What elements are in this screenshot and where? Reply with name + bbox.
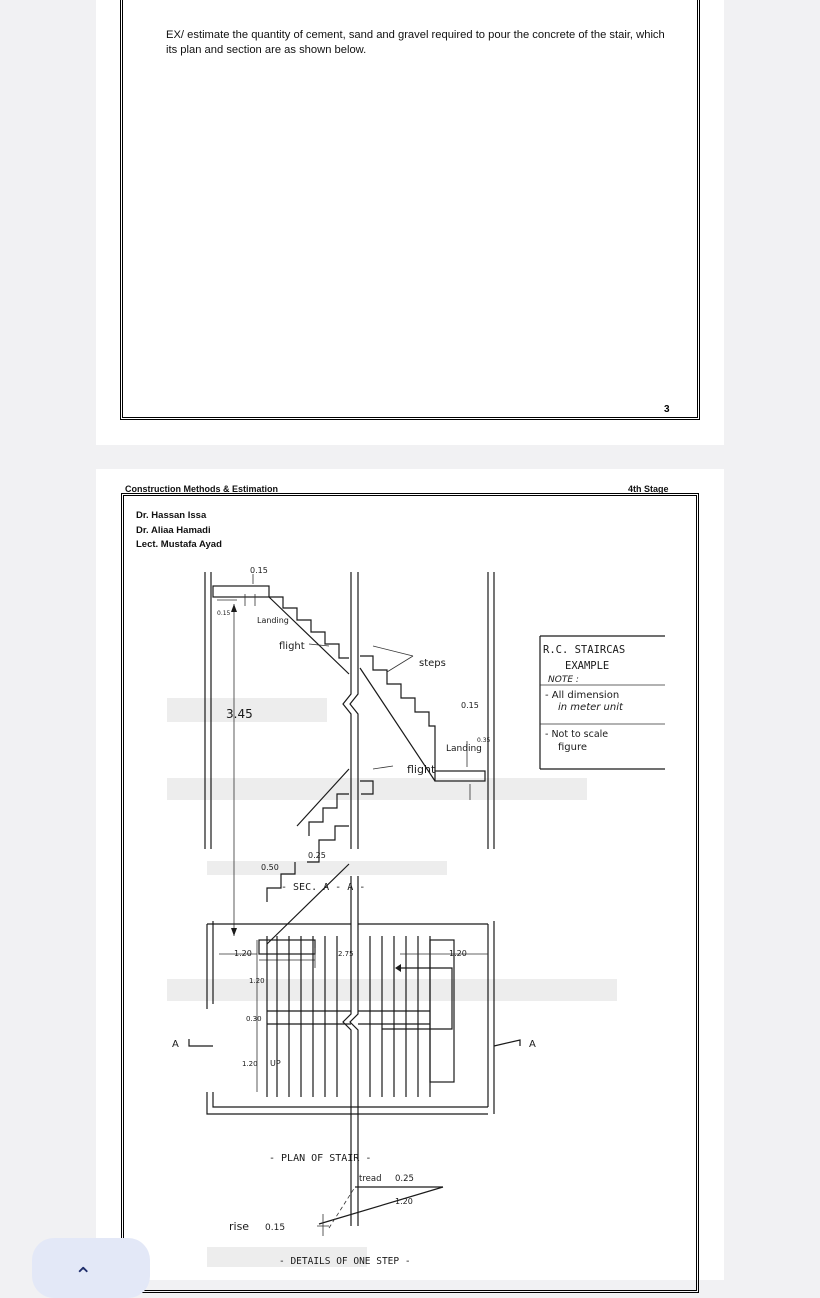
staircase-sketch: [167, 564, 665, 1280]
section-view: [205, 566, 494, 968]
steps-label-arrow: [387, 656, 413, 672]
plan-landing-box: [430, 940, 454, 1082]
notes-box: [540, 636, 665, 769]
plan-center-wall: [343, 876, 351, 1226]
header-stage: 4th Stage: [628, 484, 669, 494]
plan-dim-gap: 0.30: [246, 1015, 262, 1023]
document-page-3: [96, 0, 724, 445]
note1-line2: in meter unit: [558, 702, 623, 713]
plan-dim-mid: 2.75: [338, 950, 354, 958]
top-landing-slab: [213, 586, 269, 597]
plan-arrow-head: [395, 964, 401, 972]
section-marker-right: [494, 1040, 520, 1046]
author-list: [136, 509, 222, 553]
plan-view: [172, 876, 536, 1226]
lower-flight-steps: [309, 794, 349, 836]
dim-rise: 0.15: [265, 1223, 286, 1233]
plan-bottom-wall: [207, 1092, 488, 1114]
header-course-title: Construction Methods & Estimation: [125, 484, 278, 494]
step-detail-title: - DETAILS OF ONE STEP -: [279, 1256, 411, 1267]
plan-dim-right-top: 1.20: [449, 949, 467, 958]
steps-label-arrow: [373, 646, 413, 656]
height-dimension-arrow: [231, 928, 237, 936]
floating-action-button[interactable]: [32, 1238, 150, 1298]
dim-left-slab: 0.15: [217, 610, 231, 617]
section-marker-left: [189, 1039, 213, 1046]
dim-mid-right: 0.35: [477, 737, 491, 744]
label-landing-top: Landing: [257, 616, 289, 625]
dim-base-width: 0.50: [261, 863, 279, 872]
lower-flight-soffit: [267, 864, 349, 944]
exercise-text: EX/ estimate the quantity of cement, sand and gravel required to pour the concrete of the stair, which its plan and section are as shown below.: [166, 29, 665, 56]
label-flight-bottom: flight: [407, 763, 436, 776]
ghost-artifact: [207, 861, 447, 875]
plan-dim-left-1: 1.20: [249, 977, 265, 985]
ghost-artifact: [167, 778, 587, 800]
flight-label-arrow: [373, 766, 393, 769]
middle-flight-steps: [360, 656, 435, 771]
label-tread: tread: [359, 1174, 382, 1184]
note2-line2: figure: [558, 742, 588, 753]
notes-title-line1: R.C. STAIRCAS: [543, 644, 626, 656]
note2-line1: - Not to scale: [545, 729, 609, 740]
height-dimension-arrow: [231, 604, 237, 612]
plan-title: - PLAN OF STAIR -: [269, 1153, 372, 1164]
upper-flight-soffit: [269, 597, 349, 674]
dim-mid-slab: 0.15: [461, 701, 479, 710]
dim-slope: 1.20: [395, 1197, 413, 1206]
plan-marker-left: A: [172, 1039, 179, 1050]
plan-marker-right: A: [529, 1039, 536, 1050]
chevron-up-icon: ⌃: [74, 1264, 93, 1289]
section-title: - SEC. A - A -: [281, 882, 366, 893]
note1-line1: - All dimension: [545, 690, 620, 701]
label-flight-top: flight: [279, 641, 305, 652]
dim-top-slab: 0.15: [250, 566, 268, 575]
label-rise: rise: [229, 1220, 250, 1233]
section-center-wall: [343, 572, 351, 849]
author-name: Dr. Hassan Issa: [136, 510, 207, 521]
plan-dim-left-top: 1.20: [234, 949, 252, 958]
page-number: 3: [664, 404, 670, 415]
dim-tread-step: 0.25: [395, 1174, 414, 1184]
dim-tread: 0.25: [308, 851, 326, 860]
note-heading: NOTE :: [548, 675, 579, 685]
page-border: [120, 0, 700, 420]
author-name: Lect. Mustafa Ayad: [136, 539, 222, 550]
ghost-artifact: [167, 979, 617, 1001]
dim-height: 3.45: [226, 707, 253, 721]
document-page-4: [96, 469, 724, 1280]
label-steps: steps: [419, 658, 446, 669]
plan-dim-left-2: 1.20: [242, 1060, 258, 1068]
notes-title-line2: EXAMPLE: [565, 660, 610, 672]
staircase-drawing: [167, 564, 665, 1280]
step-slope-line: [319, 1187, 443, 1224]
label-landing-mid: Landing: [446, 744, 482, 754]
plan-label-up: UP: [270, 1059, 281, 1068]
step-rise-dim: [317, 1214, 329, 1236]
author-name: Dr. Aliaa Hamadi: [136, 524, 211, 536]
